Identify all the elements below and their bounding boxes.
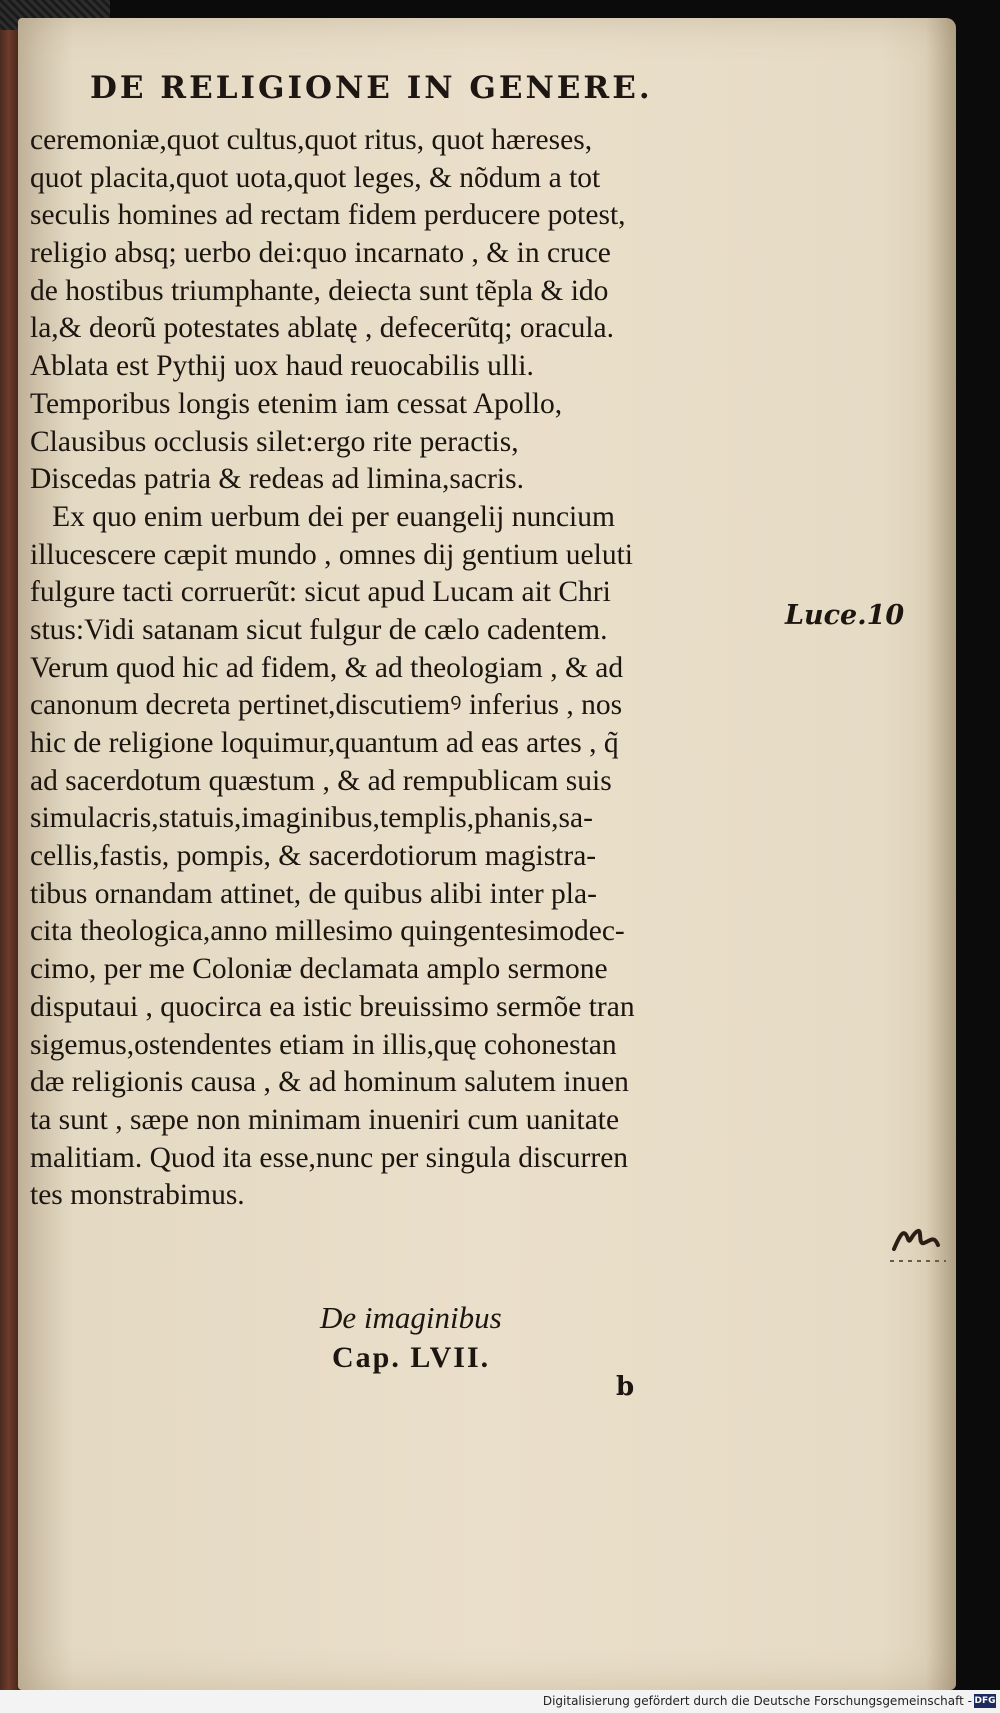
text-line: cimo, per me Coloniæ declamata amplo sermone	[30, 953, 608, 986]
chapter-heading	[320, 1298, 620, 1378]
text-line: Temporibus longis etenim iam cessat Apollo,	[30, 387, 563, 420]
text-line: stus:Vidi satanam sicut fulgur de cælo cadentem.	[30, 613, 608, 646]
text-line: disputaui , quocirca ea istic breuissimo sermõe tran	[30, 990, 635, 1023]
handwritten-mark-icon	[888, 1205, 950, 1265]
dfg-logo: DFG	[974, 1696, 996, 1706]
text-line: hic de religione loquimur,quantum ad eas artes , q̃	[30, 727, 619, 759]
text-line: dæ religionis causa , & ad hominum salutem inuen	[30, 1066, 629, 1099]
text-line: canonum decreta pertinet,discutiemꝰ inferius , nos	[30, 689, 623, 722]
text-line: Clausibus occlusis silet:ergo rite peractis,	[30, 425, 519, 458]
text-line: tibus ornandam attinet, de quibus alibi inter pla-	[30, 877, 597, 910]
text-line: de hostibus triumphante, deiecta sunt tẽpla & ido	[30, 274, 609, 307]
text-line: ad sacerdotum quæstum , & ad rempublicam suis	[30, 764, 612, 797]
body-text	[30, 122, 770, 1215]
footer-credit: Digitalisierung gefördert durch die Deutsche Forschungsgemeinschaft -	[542, 1694, 972, 1708]
text-line: quot placita,quot uota,quot leges, & nõdum a tot	[30, 161, 601, 194]
text-line: cellis,fastis, pompis, & sacerdotiorum magistra-	[30, 840, 597, 873]
text-line: Ablata est Pythij uox haud reuocabilis ulli.	[30, 350, 534, 383]
text-line: Verum quod hic ad fidem, & ad theologiam , & ad	[30, 651, 624, 684]
text-line: ta sunt , sæpe non minimam inueniri cum uanitate	[30, 1103, 620, 1136]
text-line: malitiam. Quod ita esse,nunc per singula discurren	[30, 1141, 629, 1174]
text-line: Discedas patria & redeas ad limina,sacris.	[30, 463, 524, 496]
text-line: religio absq; uerbo dei:quo incarnato , & in cruce	[30, 237, 611, 270]
text-line: fulgure tacti corruerũt: sicut apud Lucam ait Chri	[30, 576, 611, 609]
text-line: ceremoniæ,quot cultus,quot ritus, quot hæreses,	[30, 124, 593, 156]
signature-mark: b	[616, 1372, 635, 1402]
margin-note: Luce.10	[785, 600, 905, 631]
text-line: sigemus,ostendentes etiam in illis,quę cohonestan	[30, 1028, 617, 1061]
text-line: simulacris,statuis,imaginibus,templis,phanis,sa-	[30, 802, 593, 835]
text-line: la,& deorũ potestates ablatę , defecerũtq; oracula.	[30, 312, 614, 345]
page-edge-shadow	[926, 18, 956, 1690]
text-line: illucescere cæpit mundo , omnes dij gentium ueluti	[30, 538, 633, 571]
chapter-number: Cap. LVII.	[332, 1341, 491, 1374]
running-head: DE RELIGIONE IN GENERE.	[90, 70, 653, 106]
text-line: tes monstrabimus.	[30, 1179, 245, 1212]
chapter-title: De imaginibus	[320, 1300, 502, 1335]
text-line: Ex quo enim uerbum dei per euangelij nuncium	[30, 500, 615, 533]
text-line: seculis homines ad rectam fidem perducere potest,	[30, 199, 626, 232]
text-line: cita theologica,anno millesimo quingentesimodec-	[30, 915, 625, 948]
